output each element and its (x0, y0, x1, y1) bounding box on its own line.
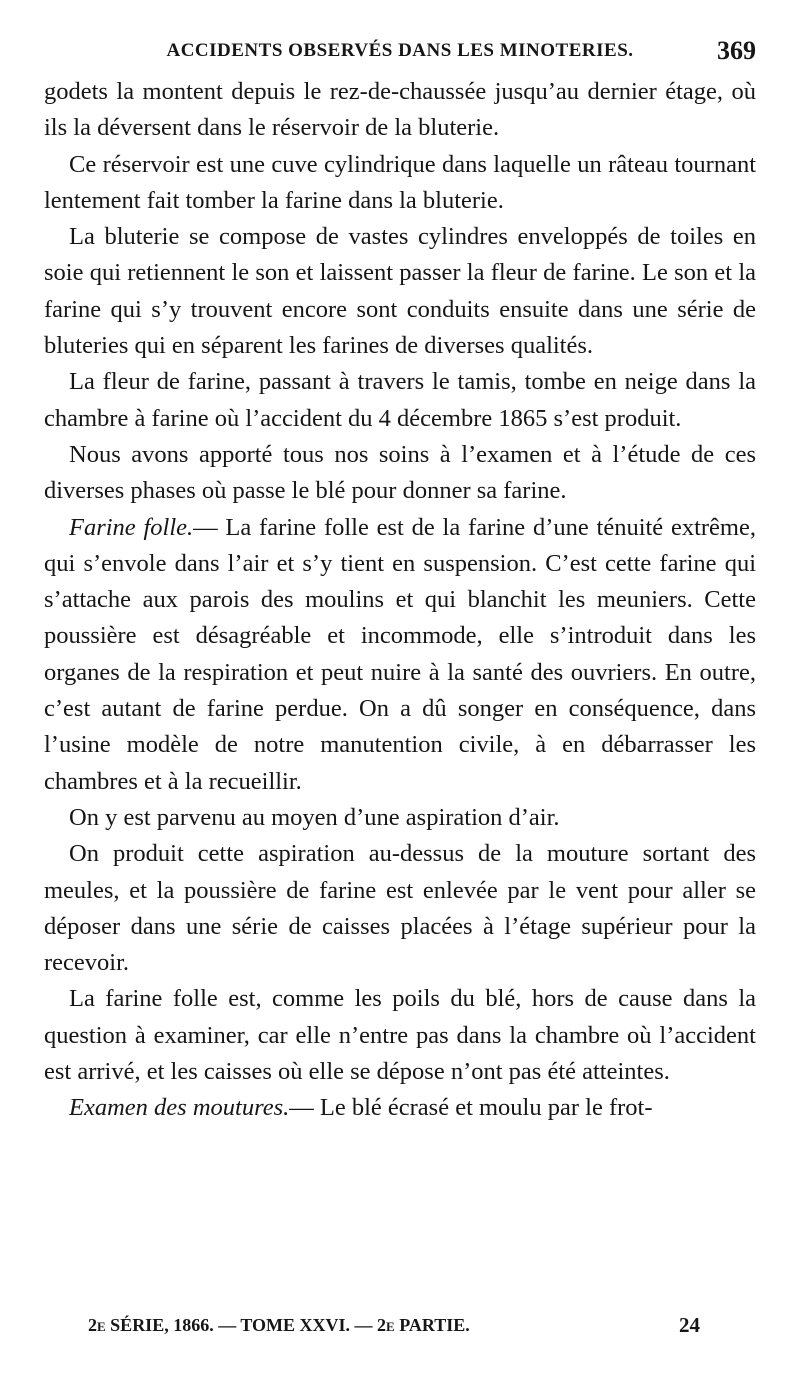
paragraph-text: La farine folle est, comme les poils du blé, hors de cause dans la question à examiner, car elle n’entre pas dans la chambre où l’accident est arrivé, et les caisses où elle se dépose n’ont pas été atteintes. (44, 985, 756, 1086)
paragraph (44, 510, 756, 800)
paragraph-text: On y est parvenu au moyen d’une aspiration d’air. (69, 803, 560, 831)
page-footer (44, 1315, 756, 1345)
paragraph (44, 836, 756, 981)
paragraph (44, 800, 756, 836)
body-text (44, 74, 756, 1127)
paragraph-text: — La farine folle est de la farine d’une ténuité extrême, qui s’envole dans l’air et s’y tient en suspension. C’est cette farine qui s’attache aux parois des moulins et qui blanchit les meuniers. Cette poussière est désagréable et incommode, elle s’introduit dans les organes de la respiration et peut nuire à la santé des ouvriers. En outre, c’est autant de farine perdue. On a dû songer en conséquence, dans l’usine modèle de notre manutention civile, à en débarrasser les chambres et à la recueillir. (44, 513, 756, 795)
footer-series: 2e SÉRIE, 1866. — TOME XXVI. — 2e PARTIE. (88, 1315, 470, 1335)
paragraph-text: godets la montent depuis le rez-de-chaussée jusqu’au dernier étage, où ils la déversent dans le réservoir de la bluterie. (44, 78, 756, 142)
paragraph (44, 74, 756, 147)
paragraph (44, 147, 756, 220)
running-title: ACCIDENTS OBSERVÉS DANS LES MINOTERIES. (166, 40, 634, 61)
paragraph-text: La bluterie se compose de vastes cylindres enveloppés de toiles en soie qui retiennent le son et laissent passer la fleur de farine. Le son et la farine qui s’y trouvent encore sont conduits ensuite dans une série de bluteries qui en séparent les farines de diverses qualités. (44, 223, 756, 360)
paragraph-text: La fleur de farine, passant à travers le tamis, tombe en neige dans la chambre à farine où l’accident du 4 décembre 1865 s’est produit. (44, 368, 756, 432)
paragraph (44, 981, 756, 1090)
section-rubric: Farine folle. (69, 513, 194, 541)
paragraph (44, 219, 756, 364)
paragraph-text: On produit cette aspiration au-dessus de la mouture sortant des meules, et la poussière de farine est enlevée par le vent pour aller se déposer dans une série de caisses placées à l’étage supérieur pour la recevoir. (44, 840, 756, 977)
paragraph (44, 364, 756, 437)
paragraph-text: Nous avons apporté tous nos soins à l’examen et à l’étude de ces diverses phases où passe le blé pour donner sa farine. (44, 440, 756, 505)
running-head (44, 36, 756, 72)
footer-sheet-number: 24 (679, 1313, 700, 1337)
page-number: 369 (717, 36, 756, 65)
paragraph (44, 1090, 756, 1126)
paragraph (44, 437, 756, 510)
paragraph-text: — Le blé écrasé et moulu par le frot- (289, 1094, 653, 1122)
paragraph-text: Ce réservoir est une cuve cylindrique dans laquelle un râteau tournant lentement fait tomber la farine dans la bluterie. (44, 150, 756, 214)
section-rubric: Examen des moutures. (69, 1094, 290, 1122)
